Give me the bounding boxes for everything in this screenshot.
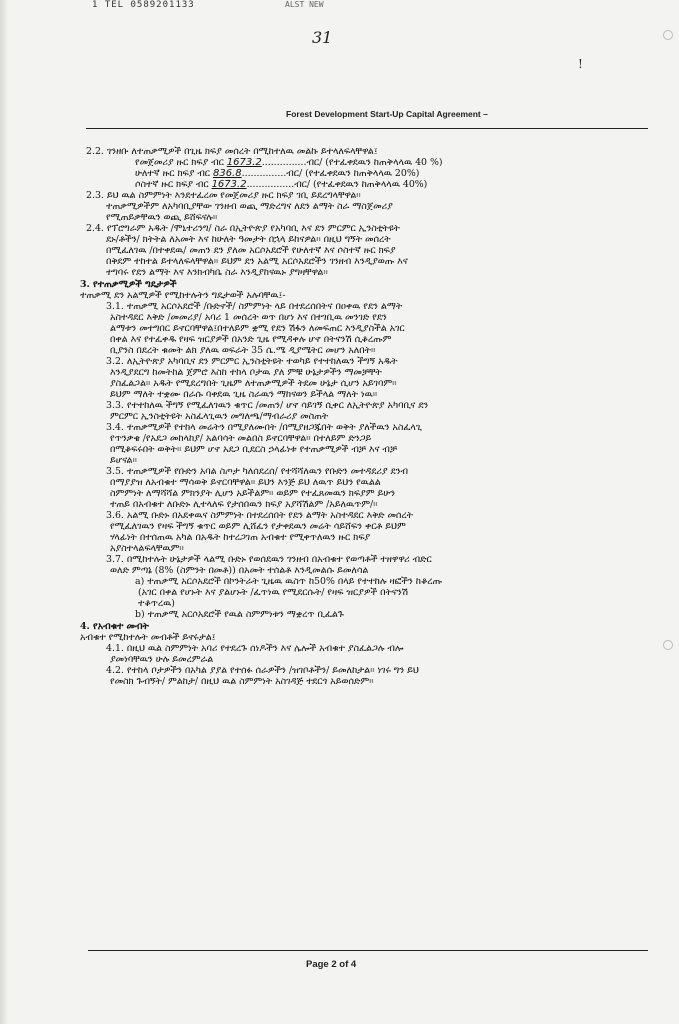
punch-hole [663, 30, 673, 40]
body-line [80, 621, 650, 632]
body-line [80, 367, 650, 378]
line-text: ይህም ማለት ተቋሙ በራሱ ባቀደዉ ጊዜ ስራዉን ማከናወን ይችላል ማለት ነዉ። [110, 389, 378, 400]
line-text: በቀል እና የተፈቀዱ የዛፍ ዝርያዎች በአንድ ጊዜ የሚዳቀሉ ሆኖ በትናንሽ ሲቆረጡም [110, 334, 392, 345]
body-line [80, 576, 650, 587]
body-line [80, 665, 650, 676]
body-line [80, 212, 650, 223]
body-line [80, 334, 650, 345]
line-text: 4. የአብቁተ መብት [80, 621, 149, 632]
body-line [80, 157, 650, 168]
body-line [80, 179, 650, 190]
body-line [80, 256, 650, 267]
line-rest: ...............ብር/ (የተፈቀደዉን ከጠቅላላዉ 40 %) [261, 157, 443, 168]
line-text: 3.5. ተጠቃሚዎች የቡድን አባል ስጦታ ካለሰደረሰ/ የተሻሻለዉን የቡድን መተዳደሪያ ደንብ [106, 466, 408, 477]
body-line [80, 279, 650, 290]
line-text: (አገር በቀል የሆኑት እና ያልሆኑት /ፈጥነዉ የሚደርሱት/ የዛፍ ዝርያዎች በትናንሽ [138, 587, 408, 598]
line-text: በሚቆፍሩበት ወቅት። ይህም ሆኖ አደጋ ቢደርስ ኃላፊነቱ የተጠቃሚዎች ብቻ እና ብቻ [110, 444, 398, 455]
body-line [80, 488, 650, 499]
line-text: የመስክ ጉብኝት/ ምልከታ/ በዚህ ዉል ስምምነት አስገዳጅ ተደርጎ አይወሰድም። [110, 676, 374, 687]
handwritten-amount: 1673.2 [211, 179, 247, 190]
agreement-header: Forest Development Start-Up Capital Agreement – [286, 109, 488, 119]
body-line [80, 312, 650, 323]
body-line [80, 411, 650, 422]
fax-header-line: 1 TEL 0589201133 [92, 0, 195, 10]
body-line [80, 389, 650, 400]
body-line [80, 477, 650, 488]
line-text: አብቁተ የሚከተሉት መብቶች ይኖሩታል፤ [80, 632, 216, 643]
line-text: 2.4. የፕሮግራም አዱት /ሞኒተሪንግ/ ስራ በኢትዮጵያ የአካባቢ እና ደን ምርምር ኢንስቲትዩት [86, 223, 400, 234]
body-line [80, 146, 650, 157]
body-line [80, 190, 650, 201]
line-text: እንዲያደርግ ከመትከል ጀምሮ እስከ ተከላ ቦታዉ ያለ ምቹ ሁኔታዎችን ማመቻቸት [110, 367, 382, 378]
body-line [80, 422, 650, 433]
body-line [80, 378, 650, 389]
body-line [80, 565, 650, 576]
body-line [80, 499, 650, 510]
body-line [80, 654, 650, 665]
body-line [80, 587, 650, 598]
body-line [80, 201, 650, 212]
line-text: ተቆጥረዉ) [138, 598, 175, 609]
line-text: ምርምር ኢንስቲትዩት አስፈላጊዉን መግለጫ/ማብራሪያ መስጠት [110, 411, 329, 422]
body-line [80, 245, 650, 256]
line-text: 3.3. የተተከለዉ ችግኝ የሚፈለገዉን ቁጥር /መጠን/ ሆኖ ሳይገኝ ሲቀር ለኢትዮጵያ አካባቢና ደን [106, 400, 429, 411]
line-text: ልማቱን መተግበር ይኖርባቸዋል፤በተለይም ቋሚ የደን ሽፋን ለመፍጠር እንዲያስችል አገር [110, 323, 405, 334]
line-text: ቢያንስ በደረት ቁመት ልክ ያለዉ ወፍራት 35 ሴ.ሜ ዲያሜትር መሆን አለበት። [110, 345, 376, 356]
line-text: በሚፈለገዉ /በተቀደዉ/ መጠን ደን ያለመ አርሶአደሮች የሁለተኛ እና ሶስተኛ ዙር ክፍያ [106, 245, 396, 256]
body-line [80, 323, 650, 334]
body-line [80, 466, 650, 477]
line-text: 3.1. ተጠቃሚ አርሶአደሮች /ቡድኖች/ ስምምነት ላይ በተደረሰበትና በዐቀዉ የደን ልማት [106, 301, 403, 312]
line-text: ደኑ/ቶችን/ ክትትል ለአመት እና ከሁለት ዓመታት በኋላ ይከናዎል። በዚህ ግኝት መሰረት [106, 234, 391, 245]
body-line [80, 168, 650, 179]
line-text: ወለድ ምጣኔ (8% (ስምንት በመቶ)) በአመት ተሰልቶ እንዲመልሱ ይመለሳል [110, 565, 369, 576]
body-line [80, 598, 650, 609]
line-text: b) ተጠቃሚ አርሶአደሮች የዉል ስምምነቱን ማቋረጥ ቢፈልጉ [135, 609, 344, 620]
line-rest: ................ብር/ (የተፈቀደዉን ከጠቅላላዉ 40%) [246, 179, 428, 190]
line-text: 2.2. ገንዘቡ ለተጠቃሚዎች በጊዜ ክፍያ መሰረት በሚከተለዉ መልኩ ይተላለፍላቸዋል፤ [86, 146, 378, 157]
punch-hole [663, 640, 673, 650]
line-text: 4.2. የተከላ ቦታዎችን በአካል ያያል የተሰፉ ሰራዎችን /ዝገቦቶችን/ ይመለከታል። ነገሩ ግን ይህ [106, 665, 419, 676]
line-text: 3.6. አልሚ ቡድኑ በአደቀዉና ስምምነት በተደረሰበት የደን ልማት አስተዳደር እቅድ መሰረት [106, 510, 414, 521]
line-text: 2.3. ይህ ዉል ስምምነት እንደተፈረመ የመጀመሪያ ዙር ክፍያ ገቢ ይደረግላቸዋል። [86, 190, 361, 201]
body-line [80, 267, 650, 278]
body-line [80, 554, 650, 565]
line-text: ያስፈልጋል። አዱት የሚደረግበት ጊዜም ለተጠቃሚዎች ትደመ ሁኔታ ሲሆን አይገባም። [110, 378, 397, 389]
body-line [80, 223, 650, 234]
line-text: 3. የተጠቃሚዎች ግዴታዎች [80, 279, 177, 290]
handwritten-amount: 1673.2 [226, 157, 262, 168]
line-text: ተጠይ በአብቁተ ለቡድኑ ሊተላለፍ የታሰበዉን ክፍያ አያሻሽልም /አይለዉጥም/። [110, 499, 378, 510]
body-line [80, 455, 650, 466]
body-line [80, 234, 650, 245]
line-text: በማያያዝ ለአብቁተ ማሳወቅ ይኖርባቸዋል። ይህን እንጅ ይህ ለዉጥ ይህን የዉልል [110, 477, 381, 488]
line-text: ሁለተኛ ዙር ክፍያ ብር [135, 168, 210, 179]
line-text: የሚጠይቃቸዉን ወጪ ይሸፍናሉ። [106, 212, 218, 223]
line-text: ያመነባቸዉን ሁሉ ይመረምራል [110, 654, 214, 665]
body-line [80, 510, 650, 521]
line-text: ሶስተኛ ዙር ክፍያ ብር [135, 179, 209, 190]
line-text: a) ተጠቃሚ አርሶአደሮች በኮንትራት ጊዜዉ ዉስጥ ከ50% በላይ የተተከሉ ዛፎችን ከቆረጡ [135, 576, 442, 587]
handwritten-page-mark: 31 [312, 28, 333, 47]
body-line [80, 433, 650, 444]
margin-mark: ! [578, 57, 583, 71]
line-text: አስተዳደር እቅድ /መመሪያ/ አባሪ 1 መሰረት ወጥ በሆነ እና በተገቢዉ መንገድ የደን [110, 312, 387, 323]
line-text: በቅደም ተከተል ይተላለፍላቸዋል። ይህም ደን አልሚ አርሶአደሮችን ገንዘብ እንዲያወጡ እና [106, 256, 408, 267]
document-body [80, 146, 650, 687]
line-text: ይሆናል። [110, 455, 137, 466]
footer-rule [88, 950, 648, 951]
body-line [80, 521, 650, 532]
line-text: ስምምነት ለማሻሻል ምክንያት ሊሆን አይችልም። ወይም የተፈጸመዉን ክፍያም ይሁን [110, 488, 396, 499]
body-line [80, 301, 650, 312]
body-line [80, 609, 650, 620]
body-line [80, 400, 650, 411]
line-text: 4.1. በዚህ ዉል ስምምነት አባሪ የተደረጉ ሰነዶችን እና ሌሎች አብቁተ ያስፈልጋሉ ብሎ [106, 643, 404, 654]
fax-header-right: ALST NEW [285, 0, 324, 9]
scan-edge-shadow [0, 0, 8, 1024]
body-line [80, 345, 650, 356]
body-line [80, 444, 650, 455]
line-text: የሚፈለገዉን የዛፍ ችግኝ ቁጥር ወይም ሊሸፈን የታቀደዉን መሬት ሳይሸፍን ቀርቶ ይህም [110, 521, 406, 532]
line-rest: ...............ብር/ (የተፈቀደዉን ከጠቅላላዉ 20%) [241, 168, 420, 179]
handwritten-amount: 836.8 [212, 168, 242, 179]
line-text: ሃላፊነት በተሰጠዉ አካል በአዱት ከተረጋገጠ አብቁተ የሚቀጥለዉን ዙር ክፍያ [110, 532, 371, 543]
line-text: ተጠቃሚ ደን አልሚዎች የሚከተሉትን ግዴታወች አሉባቸዉ፤- [80, 290, 286, 301]
line-text: ተግባሩ የደን ልማት እና እንክብካቤ ስራ እንዲያከናዉኑ ያግዛቸዋል። [106, 267, 328, 278]
body-line [80, 632, 650, 643]
header-rule [86, 128, 648, 129]
body-line [80, 532, 650, 543]
line-text: አያስተላልፍላቸዉም። [110, 543, 184, 554]
line-text: የመጀመሪያ ዙር ክፍያ ብር [135, 157, 224, 168]
line-text: 3.4. ተጠቃሚዎች የተከላ መሬትን በሚያለሙበት /በሚያዘጋጁበት ወቅት ያለችዉን አስፈላጊ [106, 422, 422, 433]
page-footer: Page 2 of 4 [306, 959, 357, 970]
body-line [80, 676, 650, 687]
line-text: ተጠቃሚዎችም ለአካባቢያቸው ገንዘብ ወጪ ማድረግና ለደን ልማት ስራ ማስጀመሪያ [106, 201, 393, 212]
body-line [80, 543, 650, 554]
body-line [80, 643, 650, 654]
body-line [80, 290, 650, 301]
line-text: 3.2. ለኢትዮጵያ አካባቢና ደን ምርምር ኢንስቲትዩት ተወካይ የተተከለዉን ችግኝ አዱት [106, 356, 398, 367]
body-line [80, 356, 650, 367]
line-text: የጥንቃቄ /የአደጋ መከላከያ/ አልባሳት መልበስ ይኖርባቸዋል። በተለይም ድንጋይ [110, 433, 372, 444]
line-text: 3.7. በሚከተሉት ሁኔታዎች ላልሚ ቡድኑ የወሰደዉን ገንዘብ በአብቁተ የወጣቶች ተዘዋዋሪ ብድር [106, 554, 432, 565]
